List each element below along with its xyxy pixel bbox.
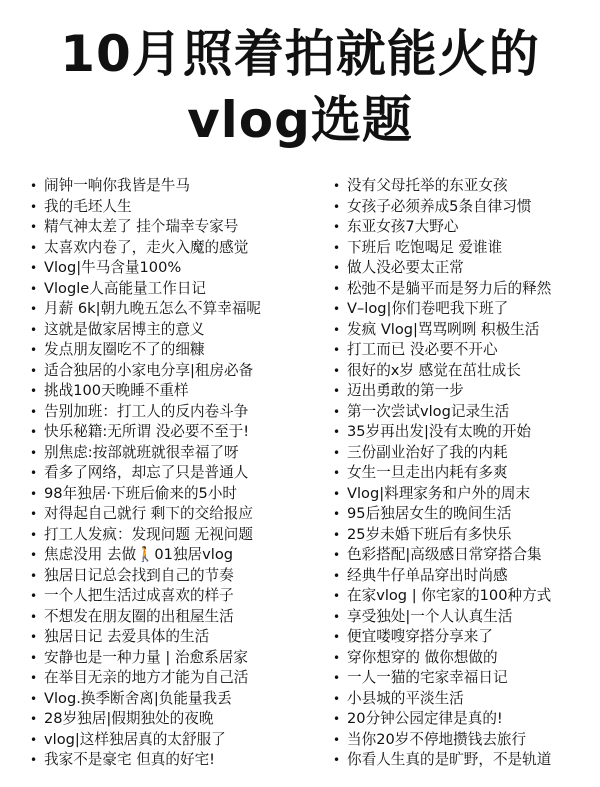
topic-text: 在家vlog | 你宅家的100种方式 [347, 587, 552, 604]
bullet-icon: • [30, 179, 38, 193]
topic-text: 你看人生真的是旷野，不是轨道 [347, 751, 552, 768]
bullet-icon: • [30, 240, 38, 255]
topic-item [333, 627, 595, 648]
topic-item [333, 709, 595, 730]
page-title-line-2: vlog选题 [187, 91, 413, 149]
topic-text: 别焦虑:按部就班就很幸福了呀 [44, 443, 239, 461]
topic-item [30, 258, 315, 279]
bullet-icon: • [333, 179, 341, 193]
bullet-icon: • [333, 507, 341, 521]
topic-text: 迈出勇敢的第一步 [347, 382, 464, 399]
bullet-icon: • [333, 384, 341, 398]
topic-item [333, 176, 595, 197]
topic-text: 便宜喽嗖穿搭分享来了 [347, 628, 493, 645]
topic-text: 独居日记总会找到自己的节奏 [44, 566, 234, 584]
bullet-icon: • [333, 425, 341, 439]
bullet-icon: • [333, 445, 341, 460]
bullet-icon: • [333, 609, 341, 624]
topic-item [30, 443, 315, 464]
topic-text: 三份副业治好了我的内耗 [347, 443, 508, 461]
bullet-icon: • [30, 363, 38, 378]
topic-text: 我家不是豪宅 但真的好宅! [44, 751, 216, 768]
topic-item [30, 525, 315, 546]
topic-item [333, 381, 595, 402]
topic-item [333, 545, 595, 566]
topic-item [333, 340, 595, 361]
topic-text: 没有父母托举的东亚女孩 [347, 177, 508, 194]
topic-text: Vlog|牛马含量100% [44, 259, 182, 276]
topic-item [30, 668, 315, 689]
topic-item [30, 566, 315, 587]
topic-item [30, 422, 315, 443]
topic-text: 发点朋友圈吃不了的细糠 [44, 341, 205, 358]
bullet-icon: • [30, 445, 38, 460]
topic-text: 做人没必要太正常 [347, 259, 464, 276]
bullet-icon: • [30, 343, 38, 357]
topic-item [30, 484, 315, 505]
bullet-icon: • [30, 568, 38, 583]
bullet-icon: • [333, 568, 341, 583]
topic-text: V–log|你们卷吧我下班了 [347, 300, 509, 317]
topic-item [30, 545, 315, 566]
topic-item [30, 463, 315, 484]
topic-item [30, 361, 315, 382]
topic-item [333, 730, 595, 751]
topic-item [333, 607, 595, 628]
bullet-icon: • [30, 732, 38, 747]
topic-item [30, 750, 315, 771]
bullet-icon: • [30, 671, 38, 685]
topic-text: 告别加班：打工人的反内卷斗争 [44, 402, 249, 420]
bullet-icon: • [30, 302, 38, 316]
topic-text: 太喜欢内卷了，走火入魔的感觉 [44, 238, 249, 256]
topic-text: 穿你想穿的 做你想做的 [347, 648, 498, 666]
bullet-icon: • [30, 466, 38, 480]
topic-list-left [30, 176, 315, 771]
topic-item [30, 381, 315, 402]
topic-item [333, 299, 595, 320]
bullet-icon: • [30, 609, 38, 624]
topic-text: 28岁独居|假期独处的夜晚 [44, 710, 214, 727]
topic-text: 一个人把生活过成喜欢的样子 [44, 587, 234, 604]
topic-item [30, 299, 315, 320]
topic-item [30, 504, 315, 525]
topic-text: 下班后 吃饱喝足 爱谁谁 [347, 238, 503, 256]
page-title-line-1: 10月照着拍就能火的 [60, 25, 540, 83]
bullet-icon: • [30, 404, 38, 419]
topic-item [333, 463, 595, 484]
bullet-icon: • [30, 220, 38, 234]
topic-text: 在举目无亲的地方才能为自己活 [44, 669, 249, 686]
topic-item [333, 258, 595, 279]
topic-text: 独居日记 去爱具体的生活 [44, 628, 210, 645]
topic-text: 我的毛坯人生 [44, 197, 132, 215]
bullet-icon: • [333, 548, 341, 562]
bullet-icon: • [30, 261, 38, 275]
bullet-icon: • [30, 322, 38, 337]
topic-item [333, 320, 595, 341]
bullet-icon: • [333, 220, 341, 234]
topic-text: 安静也是一种力量 | 治愈系居家 [44, 648, 248, 666]
topic-text: 25岁未婚下班后有多快乐 [347, 525, 512, 543]
bullet-icon: • [333, 343, 341, 357]
bullet-icon: • [333, 527, 341, 542]
topic-text: 色彩搭配|高级感日常穿搭合集 [347, 546, 542, 563]
topic-text: 焦虑没用 去做🚶01独居vlog [44, 546, 234, 563]
bullet-icon: • [333, 671, 341, 685]
topic-text: 打工人发疯：发现问题 无视问题 [44, 525, 253, 543]
bullet-icon: • [333, 712, 341, 726]
topic-item [333, 422, 595, 443]
topic-text: 一人一猫的宅家幸福日记 [347, 669, 508, 686]
topic-item [30, 648, 315, 669]
topic-text: 第一次尝试vlog记录生活 [347, 402, 510, 420]
bullet-icon: • [333, 404, 341, 419]
bullet-icon: • [30, 507, 38, 521]
topic-item [333, 648, 595, 669]
bullet-icon: • [30, 486, 38, 501]
topic-item [30, 217, 315, 238]
topic-item [30, 709, 315, 730]
bullet-icon: • [30, 691, 38, 706]
bullet-icon: • [333, 322, 341, 337]
topic-text: vlog|这样独居真的太舒服了 [44, 730, 226, 748]
bullet-icon: • [333, 589, 341, 603]
topic-text: 东亚女孩7大野心 [347, 218, 459, 235]
topic-text: 享受独处|一个人认真生活 [347, 607, 513, 625]
topic-text: Vlogle人高能量工作日记 [44, 279, 207, 297]
topic-text: 很好的x岁 感觉在茁壮成长 [347, 361, 521, 379]
bullet-icon: • [30, 753, 38, 767]
topic-item [30, 730, 315, 751]
topic-text: 20分钟公园定律是真的! [347, 710, 503, 727]
topic-text: 看多了网络，却忘了只是普通人 [44, 464, 249, 481]
topic-text: 精气神太差了 挂个瑞幸专家号 [44, 218, 239, 235]
topic-item [30, 627, 315, 648]
topic-item [30, 197, 315, 218]
topic-item [30, 340, 315, 361]
topic-text: 挑战100天晚睡不重样 [44, 382, 189, 399]
topic-item [333, 361, 595, 382]
topic-item [333, 217, 595, 238]
bullet-icon: • [333, 281, 341, 296]
bullet-icon: • [30, 630, 38, 644]
topic-item [30, 238, 315, 259]
topic-item [30, 689, 315, 710]
bullet-icon: • [333, 240, 341, 255]
topic-item [333, 238, 595, 259]
topic-item [30, 607, 315, 628]
topic-item [333, 279, 595, 300]
topic-text: 小县城的平淡生活 [347, 689, 464, 707]
bullet-icon: • [333, 630, 341, 644]
bullet-icon: • [333, 302, 341, 316]
topic-text: Vlog|料理家务和户外的周末 [347, 484, 531, 502]
bullet-icon: • [333, 691, 341, 706]
topic-text: 35岁再出发|没有太晚的开始 [347, 423, 532, 440]
bullet-icon: • [30, 712, 38, 726]
topic-text: 月薪 6k|朝九晚五怎么不算幸福呢 [44, 300, 262, 317]
topic-text: 95后独居女生的晚间生活 [347, 505, 512, 522]
topic-text: 经典牛仔单品穿出时尚感 [347, 566, 508, 584]
bullet-icon: • [333, 732, 341, 747]
bullet-icon: • [30, 281, 38, 296]
topic-item [30, 279, 315, 300]
topic-text: 不想发在朋友圈的出租屋生活 [44, 607, 234, 625]
topic-item [333, 668, 595, 689]
bullet-icon: • [333, 363, 341, 378]
topic-text: 发疯 Vlog|骂骂咧咧 积极生活 [347, 320, 540, 338]
bullet-icon: • [30, 527, 38, 542]
topic-text: 打工而已 没必要不开心 [347, 341, 498, 358]
topic-item [333, 197, 595, 218]
bullet-icon: • [333, 261, 341, 275]
topic-item [333, 484, 595, 505]
topic-list-right [333, 176, 595, 771]
bullet-icon: • [333, 199, 341, 214]
topic-item [333, 586, 595, 607]
topic-text: 女孩子必须养成5条自律习惯 [347, 197, 532, 215]
topic-item [30, 320, 315, 341]
topic-text: 松弛不是躺平而是努力后的释然 [347, 279, 552, 297]
topic-item [30, 176, 315, 197]
topic-text: 快乐秘籍:无所谓 没必要不至于! [44, 423, 250, 440]
bullet-icon: • [333, 753, 341, 767]
bullet-icon: • [30, 425, 38, 439]
bullet-icon: • [333, 466, 341, 480]
bullet-icon: • [30, 589, 38, 603]
topic-text: 这就是做家居博主的意义 [44, 320, 205, 338]
bullet-icon: • [333, 650, 341, 665]
topic-item [333, 750, 595, 771]
topic-text: 当你20岁不停地攒钱去旅行 [347, 730, 527, 748]
topic-item [30, 586, 315, 607]
topic-item [333, 504, 595, 525]
topic-item [333, 566, 595, 587]
bullet-icon: • [30, 650, 38, 665]
bullet-icon: • [30, 548, 38, 562]
topic-item [333, 525, 595, 546]
topic-text: 闹钟一响你我皆是牛马 [44, 177, 190, 194]
bullet-icon: • [30, 199, 38, 214]
bullet-icon: • [30, 384, 38, 398]
topic-text: 女生一旦走出内耗有多爽 [347, 464, 508, 481]
topic-item [333, 443, 595, 464]
topic-item [333, 689, 595, 710]
topic-text: Vlog.换季断舍离|负能量我丢 [44, 689, 232, 707]
topic-text: 对得起自己就行 剩下的交给报应 [44, 505, 253, 522]
topic-text: 适合独居的小家电分享|租房必备 [44, 361, 254, 379]
bullet-icon: • [333, 486, 341, 501]
topic-text: 98年独居·下班后偷来的5小时 [44, 484, 238, 502]
topic-item [30, 402, 315, 423]
topic-item [333, 402, 595, 423]
